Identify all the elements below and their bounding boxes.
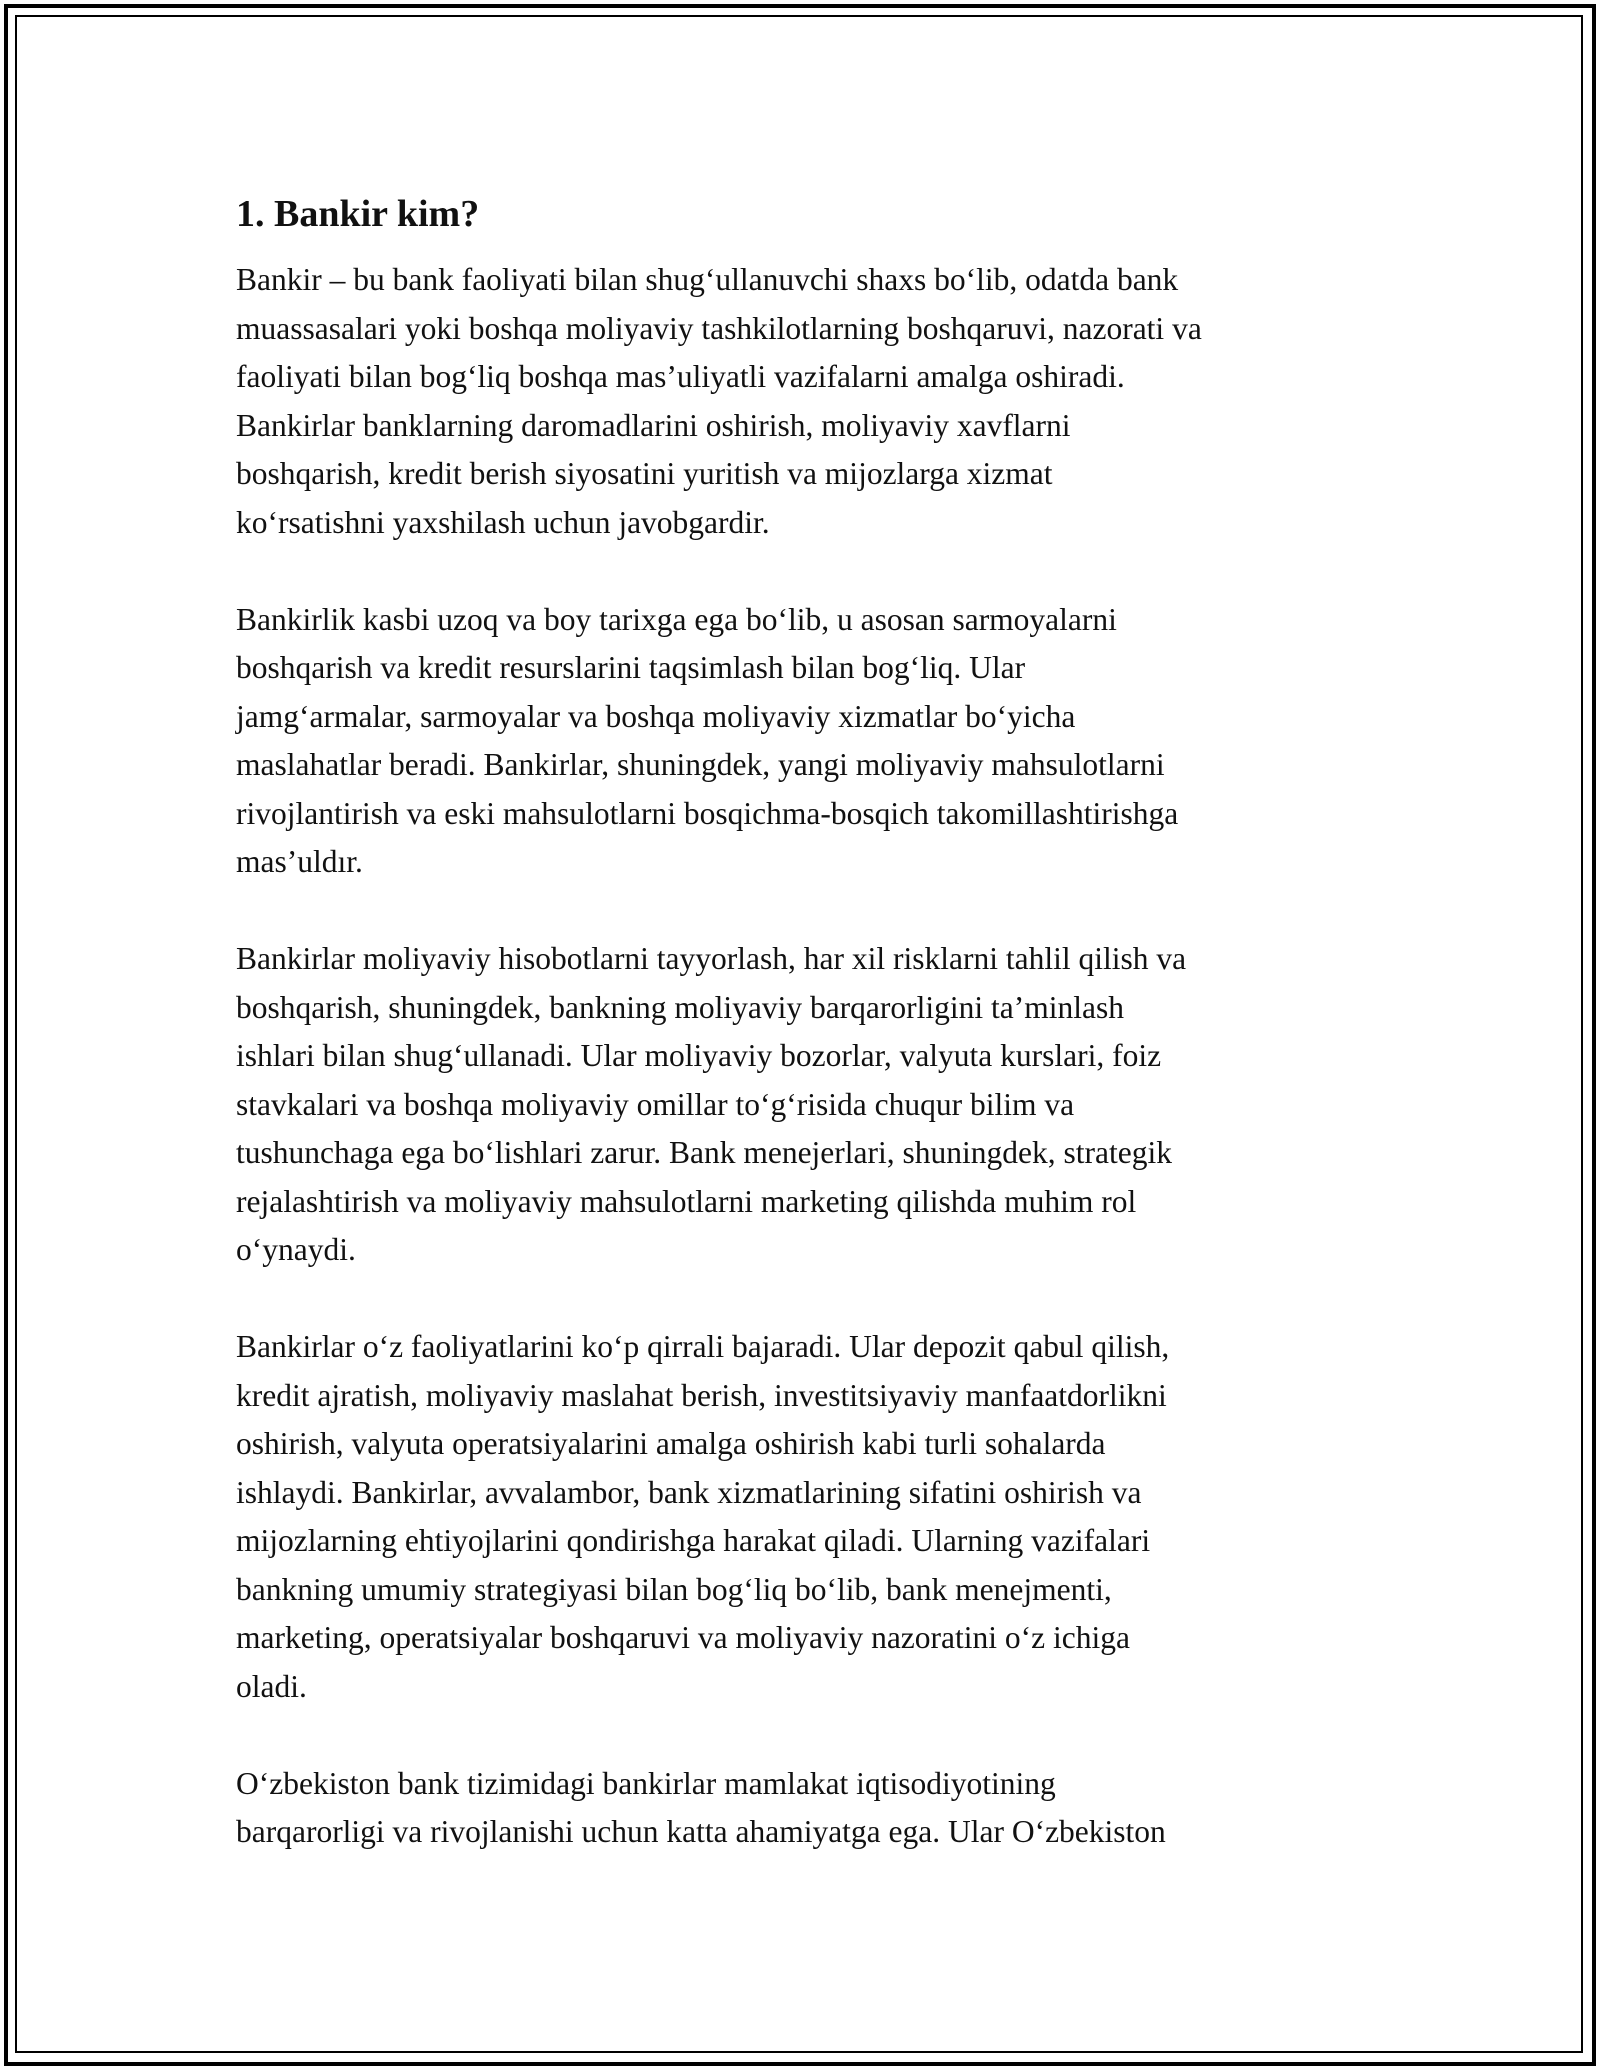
text-line: rejalashtirish va moliyaviy mahsulotlarni marketing qilishda muhim rol bbox=[236, 1183, 1137, 1219]
paragraph-5 bbox=[236, 1760, 1376, 1857]
text-line: mas’uldır. bbox=[236, 844, 363, 879]
text-line: Bankirlik kasbi uzoq va boy tarixga ega bo‘lib, u asosan sarmoyalarni bbox=[236, 601, 1117, 637]
text-line: Bankir – bu bank faoliyati bilan shug‘ullanuvchi shaxs bo‘lib, odatda bank bbox=[236, 262, 1179, 297]
text-line: bankning umumiy strategiyasi bilan bog‘liq bo‘lib, bank menejmenti, bbox=[236, 1571, 1112, 1607]
text-line: oladi. bbox=[236, 1668, 307, 1704]
text-line: O‘zbekiston bank tizimidagi bankirlar mamlakat iqtisodiyotining bbox=[236, 1765, 1056, 1801]
text-line: ishlari bilan shug‘ullanadi. Ular moliyaviy bozorlar, valyuta kurslari, foiz bbox=[236, 1038, 1162, 1073]
document-body bbox=[236, 186, 1376, 1905]
text-line: jamg‘armalar, sarmoyalar va boshqa moliyaviy xizmatlar bo‘yicha bbox=[236, 698, 1076, 734]
paragraph-4 bbox=[236, 1323, 1376, 1711]
text-line: o‘ynaydi. bbox=[236, 1232, 356, 1267]
text-line: oshirish, valyuta operatsiyalarini amalga oshirish kabi turli sohalarda bbox=[236, 1426, 1106, 1461]
text-line: stavkalari va boshqa moliyaviy omillar to‘g‘risida chuqur bilim va bbox=[236, 1086, 1075, 1122]
text-line: maslahatlar beradi. Bankirlar, shuningdek, yangi moliyaviy mahsulotlarni bbox=[236, 747, 1165, 782]
text-line: boshqarish, kredit berish siyosatini yuritish va mijozlarga xizmat bbox=[236, 456, 1053, 491]
paragraph-3 bbox=[236, 935, 1376, 1275]
text-line: Bankirlar o‘z faoliyatlarini ko‘p qirrali bajaradi. Ular depozit qabul qilish, bbox=[236, 1329, 1170, 1364]
text-line: boshqarish va kredit resurslarini taqsimlash bilan bog‘liq. Ular bbox=[236, 650, 1026, 685]
text-line: rivojlantirish va eski mahsulotlarni bosqichma-bosqich takomillashtirishga bbox=[236, 795, 1179, 831]
text-line: marketing, operatsiyalar boshqaruvi va moliyaviy nazoratini o‘z ichiga bbox=[236, 1620, 1130, 1655]
text-line: tushunchaga ega bo‘lishlari zarur. Bank menejerlari, shuningdek, strategik bbox=[236, 1135, 1172, 1170]
paragraph-1 bbox=[236, 256, 1376, 547]
text-line: faoliyati bilan bog‘liq boshqa mas’uliyatli vazifalarni amalga oshiradi. bbox=[236, 359, 1125, 394]
text-line: ko‘rsatishni yaxshilash uchun javobgardir. bbox=[236, 504, 770, 540]
text-line: ishlaydi. Bankirlar, avvalambor, bank xizmatlarining sifatini oshirish va bbox=[236, 1474, 1142, 1510]
text-line: Bankirlar moliyaviy hisobotlarni tayyorlash, har xil risklarni tahlil qilish va bbox=[236, 941, 1187, 976]
text-line: mijozlarning ehtiyojlarini qondirishga harakat qiladi. Ularning vazifalari bbox=[236, 1523, 1151, 1558]
text-line: barqarorligi va rivojlanishi uchun katta ahamiyatga ega. Ular O‘zbekiston bbox=[236, 1814, 1166, 1849]
paragraph-2 bbox=[236, 596, 1376, 887]
text-line: boshqarish, shuningdek, bankning moliyaviy barqarorligini ta’minlash bbox=[236, 989, 1124, 1025]
text-line: kredit ajratish, moliyaviy maslahat berish, investitsiyaviy manfaatdorlikni bbox=[236, 1377, 1167, 1413]
text-line: Bankirlar banklarning daromadlarini oshirish, moliyaviy xavflarni bbox=[236, 407, 1071, 443]
section-heading: 1. Bankir kim? bbox=[236, 193, 480, 235]
text-line: muassasalari yoki boshqa moliyaviy tashkilotlarning boshqaruvi, nazorati va bbox=[236, 310, 1202, 346]
